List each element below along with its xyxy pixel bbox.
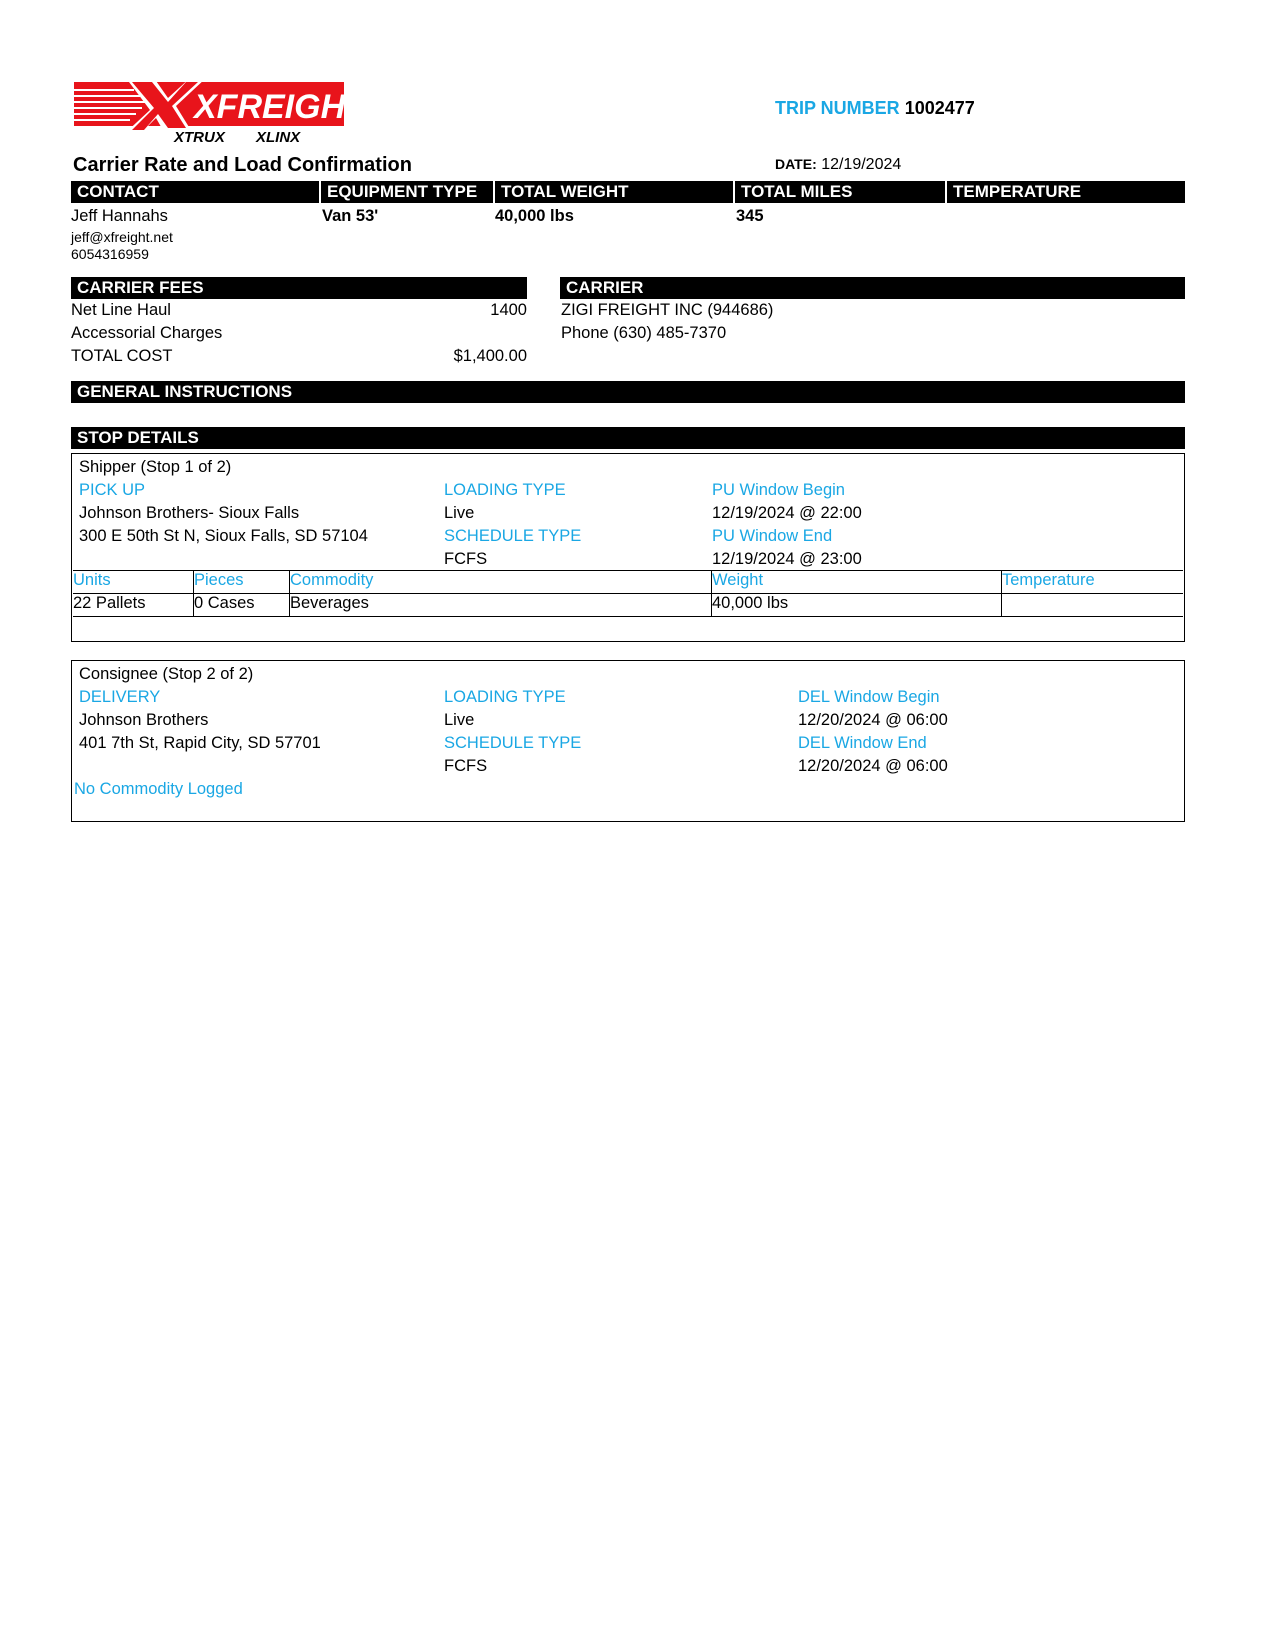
- del-window-begin-value: 12/20/2024 @ 06:00: [798, 711, 948, 729]
- logo-main-text: XFREIGHT: [194, 88, 356, 126]
- contact-phone: 6054316959: [71, 246, 149, 262]
- logo-xtrux-text: XTRUX: [174, 129, 225, 146]
- total-weight-value: 40,000 lbs: [495, 207, 574, 225]
- document-title: Carrier Rate and Load Confirmation: [73, 154, 412, 176]
- document-date: [775, 156, 901, 174]
- equipment-type-value: Van 53': [322, 207, 379, 225]
- trip-number-value: 1002477: [904, 98, 975, 118]
- date-label: DATE:: [775, 156, 817, 172]
- shipper-schedule-type-value: FCFS: [444, 550, 488, 568]
- commodity-header-weight: Weight: [711, 570, 1001, 594]
- commodity-table: [73, 570, 1183, 620]
- total-cost-value: $1,400.00: [453, 347, 527, 365]
- shipper-name: Johnson Brothers- Sioux Falls: [79, 504, 300, 522]
- consignee-address: 401 7th St, Rapid City, SD 57701: [79, 734, 321, 752]
- total-miles-value: 345: [736, 207, 764, 225]
- del-window-end-label: DEL Window End: [798, 734, 927, 752]
- contact-email: jeff@xfreight.net: [71, 229, 173, 245]
- commodity-header-pieces: Pieces: [193, 570, 289, 594]
- equipment-type-header: EQUIPMENT TYPE: [321, 181, 493, 203]
- shipper-address: 300 E 50th St N, Sioux Falls, SD 57104: [79, 527, 368, 545]
- consignee-schedule-type-label: SCHEDULE TYPE: [444, 734, 582, 752]
- commodity-header-temperature: Temperature: [1001, 570, 1183, 594]
- logo-xlinx-text: XLINX: [256, 129, 301, 146]
- commodity-header-commodity: Commodity: [289, 570, 711, 594]
- pu-window-begin-label: PU Window Begin: [712, 481, 845, 499]
- date-value: 12/19/2024: [821, 156, 902, 173]
- consignee-loading-type-label: LOADING TYPE: [444, 688, 566, 706]
- xfreight-logo-graphic: [74, 80, 356, 148]
- pick-up-label: PICK UP: [79, 481, 146, 499]
- pu-window-begin-value: 12/19/2024 @ 22:00: [712, 504, 862, 522]
- commodity-cell-units: 22 Pallets: [73, 594, 193, 617]
- consignee-name: Johnson Brothers: [79, 711, 209, 729]
- delivery-label: DELIVERY: [79, 688, 161, 706]
- general-instructions-header: GENERAL INSTRUCTIONS: [71, 381, 1185, 403]
- total-miles-header: TOTAL MILES: [735, 181, 945, 203]
- shipper-loading-type-value: Live: [444, 504, 475, 522]
- trip-number-label: TRIP NUMBER: [775, 98, 900, 118]
- commodity-cell-weight: 40,000 lbs: [711, 594, 1001, 617]
- carrier-fees-header: CARRIER FEES: [71, 277, 527, 299]
- carrier-header: CARRIER: [560, 277, 1185, 299]
- shipper-loading-type-label: LOADING TYPE: [444, 481, 566, 499]
- xfreight-logo: [74, 80, 356, 148]
- consignee-stop-title: Consignee (Stop 2 of 2): [79, 665, 254, 683]
- pu-window-end-value: 12/19/2024 @ 23:00: [712, 550, 862, 568]
- trip-number: [775, 98, 975, 119]
- total-cost-label: TOTAL COST: [71, 347, 173, 365]
- consignee-schedule-type-value: FCFS: [444, 757, 488, 775]
- commodity-cell-pieces: 0 Cases: [193, 594, 289, 617]
- accessorial-charges-label: Accessorial Charges: [71, 324, 223, 342]
- shipper-schedule-type-label: SCHEDULE TYPE: [444, 527, 582, 545]
- total-weight-header: TOTAL WEIGHT: [495, 181, 733, 203]
- contact-name: Jeff Hannahs: [71, 207, 168, 225]
- del-window-end-value: 12/20/2024 @ 06:00: [798, 757, 948, 775]
- del-window-begin-label: DEL Window Begin: [798, 688, 940, 706]
- carrier-phone: Phone (630) 485-7370: [561, 324, 727, 342]
- carrier-name: ZIGI FREIGHT INC (944686): [561, 301, 774, 319]
- temperature-header: TEMPERATURE: [947, 181, 1185, 203]
- commodity-cell-commodity: Beverages: [289, 594, 711, 617]
- net-line-haul-label: Net Line Haul: [71, 301, 171, 319]
- commodity-cell-temperature: [1001, 594, 1183, 617]
- net-line-haul-value: 1400: [490, 301, 527, 319]
- contact-header: CONTACT: [71, 181, 319, 203]
- no-commodity-logged: No Commodity Logged: [74, 780, 243, 798]
- commodity-header-units: Units: [73, 570, 193, 594]
- consignee-loading-type-value: Live: [444, 711, 475, 729]
- shipper-stop-title: Shipper (Stop 1 of 2): [79, 458, 232, 476]
- pu-window-end-label: PU Window End: [712, 527, 833, 545]
- stop-details-header: STOP DETAILS: [71, 427, 1185, 449]
